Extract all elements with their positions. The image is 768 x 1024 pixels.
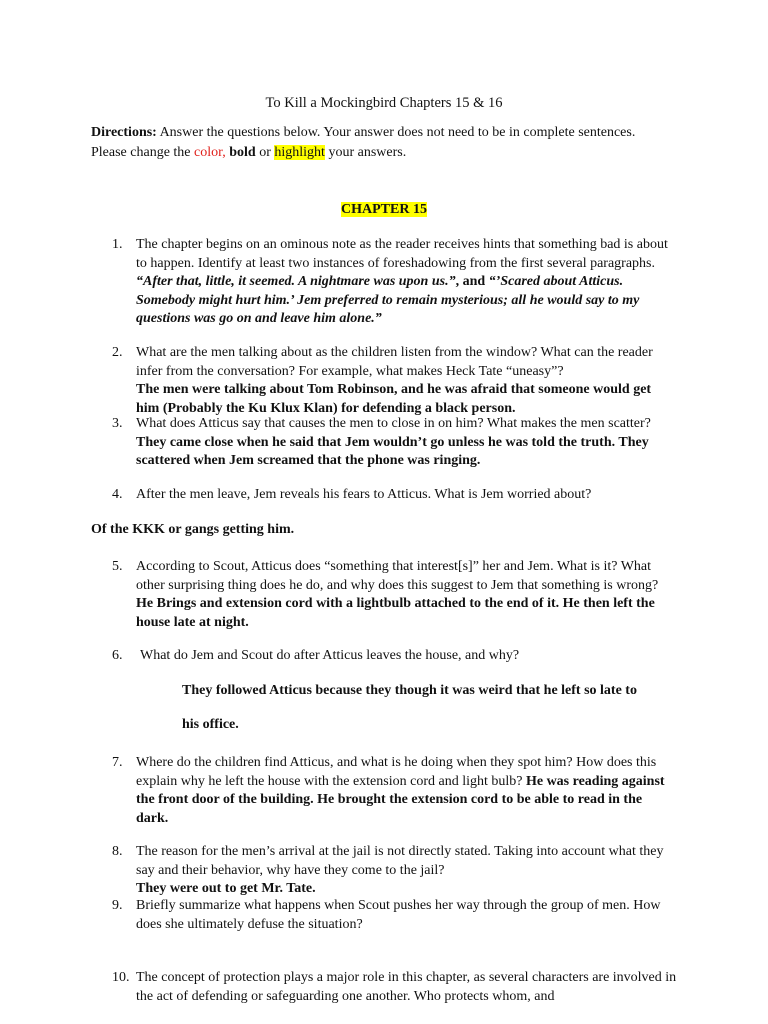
color-word: color, (194, 145, 226, 160)
question-number: 7. (112, 755, 123, 770)
answer-text: He Brings and extension cord with a lightbulb attached to the end of it. He then left the house late at night. (136, 596, 655, 630)
answer-text: They came close when he said that Jem wouldn’t go unless he was told the truth. They scattered when Jem screamed that the phone was ringing. (136, 434, 649, 468)
answer-text: They were out to get Mr. Tate. (136, 881, 316, 896)
question-text: What do Jem and Scout do after Atticus leaves the house, and why? (140, 648, 520, 663)
question-number: 6. (112, 648, 123, 663)
question-1 (112, 236, 677, 329)
answer-6-line-1: They followed Atticus because they though it was weird that he left so late to (182, 683, 637, 698)
question-6 (112, 647, 677, 666)
question-2 (112, 344, 677, 418)
answer-text: He was reading against the front door of the building. He brought the extension cord to be able to read in the dark. (136, 773, 665, 826)
question-text: After the men leave, Jem reveals his fears to Atticus. What is Jem worried about? (136, 487, 592, 502)
question-text: What are the men talking about as the children listen from the window? What can the reader infer from the conversation? For example, what makes Heck Tate “uneasy”? (136, 345, 653, 379)
chapter-heading-text: CHAPTER 15 (341, 202, 427, 217)
directions-label: Directions: (91, 125, 157, 140)
question-number: 8. (112, 844, 123, 859)
question-number: 9. (112, 898, 123, 913)
question-4 (112, 486, 677, 505)
question-text: According to Scout, Atticus does “something that interest[s]” her and Jem. What is it? What other surprising thing does he do, and why does this suggest to Jem that something is wrong? (136, 559, 659, 593)
question-text: Where do the children find Atticus, and what is he doing when they spot him? How does this explain why he left the house with the extension cord and light bulb? (136, 755, 657, 789)
question-number: 5. (112, 559, 123, 574)
question-number: 10. (112, 970, 130, 985)
question-9 (112, 897, 677, 934)
answer-quote-2: “’Scared about Atticus. Somebody might hurt him.’ Jem preferred to remain mysterious; all he would say to my questions was go on and leave him alone.” (136, 274, 640, 326)
question-7 (112, 754, 677, 828)
chapter-heading (0, 202, 768, 218)
answer-4: Of the KKK or gangs getting him. (91, 522, 295, 537)
answer-text: The men were talking about Tom Robinson, and he was afraid that someone would get him (Probably the Ku Klux Klan) for defending a black person. (136, 382, 652, 416)
question-text: The chapter begins on an ominous note as the reader receives hints that something bad is about to happen. Identify at least two instances of foreshadowing from the first several paragraphs. (136, 237, 668, 271)
question-number: 2. (112, 345, 123, 360)
question-number: 4. (112, 487, 123, 502)
question-text: Briefly summarize what happens when Scout pushes her way through the group of men. How does she ultimately defuse the situation? (136, 898, 661, 932)
page-title: To Kill a Mockingbird Chapters 15 & 16 (265, 95, 503, 111)
answer-6-line-2: his office. (182, 717, 239, 732)
directions (91, 123, 651, 163)
question-8 (112, 843, 677, 899)
question-10 (112, 969, 677, 1006)
directions-text: Answer the questions below. Your answer does not need to be in complete sentences. Please change the (91, 125, 636, 160)
question-5 (112, 558, 677, 632)
question-number: 3. (112, 416, 123, 431)
bold-word: bold (229, 145, 256, 160)
question-text: The concept of protection plays a major role in this chapter, as several characters are involved in the act of defending or safeguarding one another. Who protects whom, and (136, 970, 677, 1004)
directions-end: your answers. (324, 145, 407, 160)
answer-quote-1: “After that, little, it seemed. A nightmare was upon us.” (136, 274, 456, 289)
highlight-word: highlight (274, 145, 325, 160)
question-3 (112, 415, 677, 471)
question-text: What does Atticus say that causes the men to close in on him? What makes the men scatter? (136, 416, 651, 431)
question-number: 1. (112, 237, 123, 252)
question-text: The reason for the men’s arrival at the jail is not directly stated. Taking into account what they say and their behavior, why have they come to the jail? (136, 844, 664, 878)
directions-or: or (255, 145, 275, 160)
answer-and: , and (455, 274, 489, 289)
